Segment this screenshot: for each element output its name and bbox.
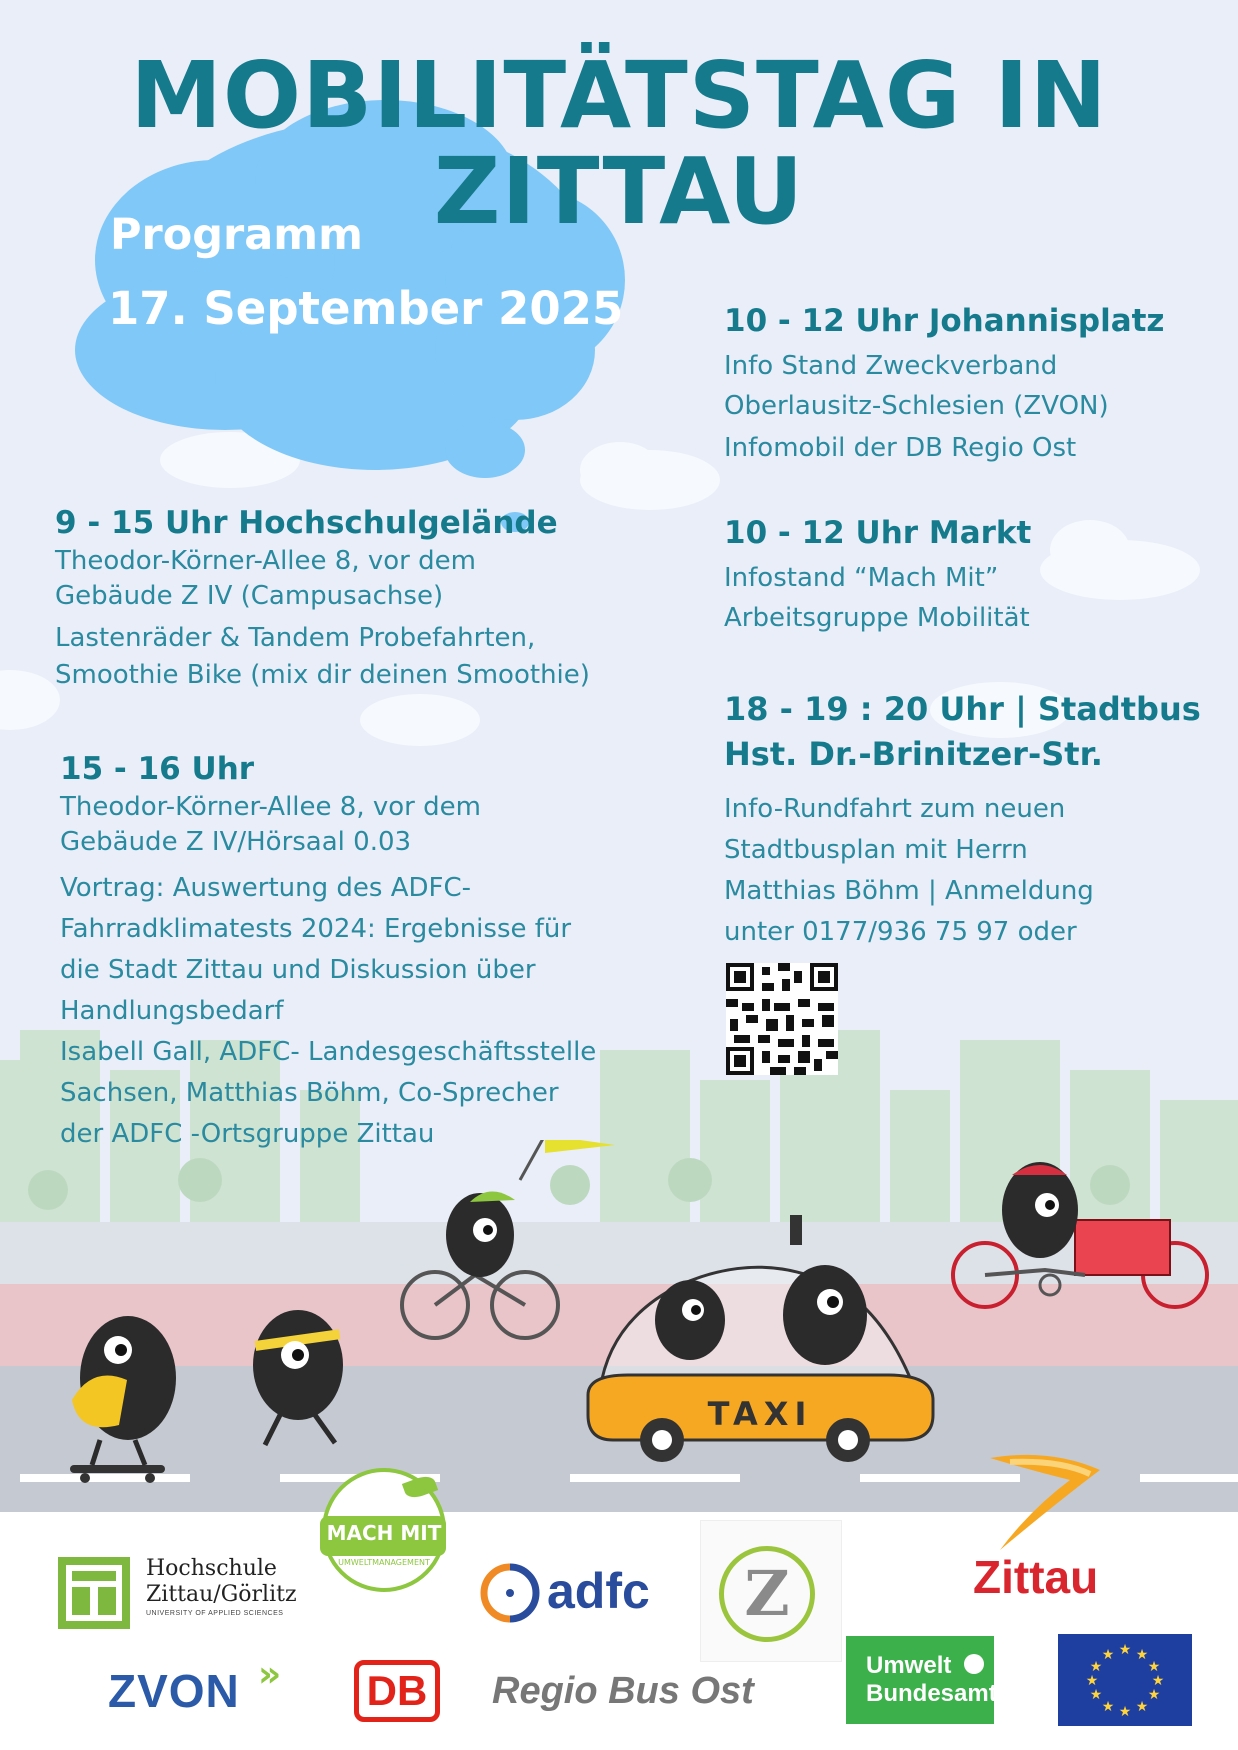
activity-line: Lastenräder & Tandem Probefahrten, — [55, 623, 536, 653]
umwelt-tree-icon — [964, 1654, 984, 1674]
umwelt-text: Umwelt — [866, 1652, 952, 1679]
db-logo-text: DB — [366, 1667, 428, 1714]
cargo-bike-character — [953, 1162, 1207, 1307]
zvon-arrows-icon: » — [258, 1654, 282, 1695]
hochschule-subtitle: UNIVERSITY OF APPLIED SCIENCES — [146, 1610, 284, 1617]
info-line: Infostand “Mach Mit” — [724, 563, 999, 593]
section-heading: 10 - 12 Uhr Johannisplatz — [724, 303, 1165, 339]
svg-text:★: ★ — [1147, 1687, 1161, 1703]
svg-text:★: ★ — [1085, 1673, 1099, 1689]
z-circle-icon: Z — [719, 1546, 815, 1642]
machmit-logo — [322, 1468, 446, 1592]
svg-text:★: ★ — [1118, 1642, 1132, 1658]
hochschule-logo-text — [146, 1556, 297, 1617]
bundesamt-text: Bundesamt — [866, 1680, 997, 1707]
hochschule-emblem-icon — [58, 1557, 130, 1629]
address-line: Gebäude Z IV (Campusachse) — [55, 581, 444, 611]
address-line: Theodor-Körner-Allee 8, vor dem — [55, 546, 476, 576]
z-logo — [700, 1520, 842, 1662]
zittau-swoosh-icon — [970, 1448, 1110, 1558]
info-line: Info-Rundfahrt zum neuen — [724, 794, 1066, 824]
info-line: unter 0177/936 75 97 oder — [724, 917, 1077, 947]
talk-line: Vortrag: Auswertung des ADFC- — [60, 873, 471, 903]
svg-text:★: ★ — [1089, 1687, 1103, 1703]
activity-line: Smoothie Bike (mix dir deinen Smoothie) — [55, 660, 590, 690]
page-title: MOBILITÄTSTAG IN ZITTAU — [130, 42, 1108, 245]
event-date: 17. September 2025 — [108, 282, 624, 335]
section-heading: Hst. Dr.-Brinitzer-Str. — [724, 735, 1103, 773]
umweltbundesamt-logo — [846, 1636, 997, 1724]
info-line: Arbeitsgruppe Mobilität — [724, 603, 1030, 633]
regiobus-logo-text: Regio Bus Ost — [492, 1670, 754, 1712]
skater-character — [70, 1316, 176, 1483]
svg-text:★: ★ — [1118, 1704, 1132, 1720]
talk-line: Handlungsbedarf — [60, 996, 284, 1026]
info-line: Matthias Böhm | Anmeldung — [724, 876, 1094, 906]
address-line: Theodor-Körner-Allee 8, vor dem — [60, 792, 481, 822]
machmit-subtitle: UMWELTMANAGEMENT — [338, 1558, 430, 1567]
db-logo — [354, 1660, 440, 1722]
zvon-logo-text: ZVON — [108, 1665, 240, 1717]
eu-flag-icon — [1058, 1634, 1192, 1726]
talk-line: Fahrradklimatests 2024: Ergebnisse für — [60, 914, 572, 944]
taxi — [588, 1215, 933, 1462]
adfc-logo-text: adfc — [547, 1563, 650, 1619]
section-vortrag — [60, 748, 680, 1155]
hochschule-city: Zittau/Görlitz — [146, 1582, 297, 1607]
section-heading: 9 - 15 Uhr Hochschulgelände — [55, 505, 558, 541]
info-line: Infomobil der DB Regio Ost — [724, 433, 1077, 463]
program-label: Programm — [110, 210, 363, 260]
speaker-line: der ADFC -Ortsgruppe Zittau — [60, 1119, 435, 1149]
section-heading: 18 - 19 : 20 Uhr | Stadtbus — [724, 690, 1201, 728]
section-stadtbus — [724, 687, 1234, 953]
section-heading: 15 - 16 Uhr — [60, 751, 255, 787]
address-line: Gebäude Z IV/Hörsaal 0.03 — [60, 827, 412, 857]
info-line: Stadtbusplan mit Herrn — [724, 835, 1028, 865]
section-johannisplatz — [724, 300, 1224, 470]
section-hochschule — [55, 502, 675, 694]
runner-character — [253, 1310, 343, 1445]
svg-text:★: ★ — [1151, 1673, 1165, 1689]
svg-text:★: ★ — [1147, 1659, 1161, 1675]
talk-line: die Stadt Zittau und Diskussion über — [60, 955, 536, 985]
qr-code[interactable] — [726, 963, 838, 1075]
svg-text:★: ★ — [1135, 1647, 1149, 1663]
section-heading: 10 - 12 Uhr Markt — [724, 515, 1032, 551]
adfc-ring-icon — [480, 1563, 540, 1623]
svg-text:★: ★ — [1135, 1699, 1149, 1715]
info-line: Info Stand Zweckverband — [724, 351, 1058, 381]
svg-text:★: ★ — [1089, 1659, 1103, 1675]
zittau-logo-text: Zittau — [973, 1551, 1099, 1603]
svg-text:★: ★ — [1101, 1647, 1115, 1663]
svg-text:★: ★ — [1101, 1699, 1115, 1715]
section-markt — [724, 512, 1224, 638]
info-line: Oberlausitz-Schlesien (ZVON) — [724, 391, 1109, 421]
machmit-title: MACH MIT — [326, 1521, 442, 1545]
speaker-line: Sachsen, Matthias Böhm, Co-Sprecher — [60, 1078, 559, 1108]
speaker-line: Isabell Gall, ADFC- Landesgeschäftsstelle — [60, 1037, 597, 1067]
taxi-label: TAXI — [707, 1395, 813, 1433]
cyclist-character — [402, 1140, 615, 1338]
hochschule-name: Hochschule — [146, 1556, 277, 1581]
